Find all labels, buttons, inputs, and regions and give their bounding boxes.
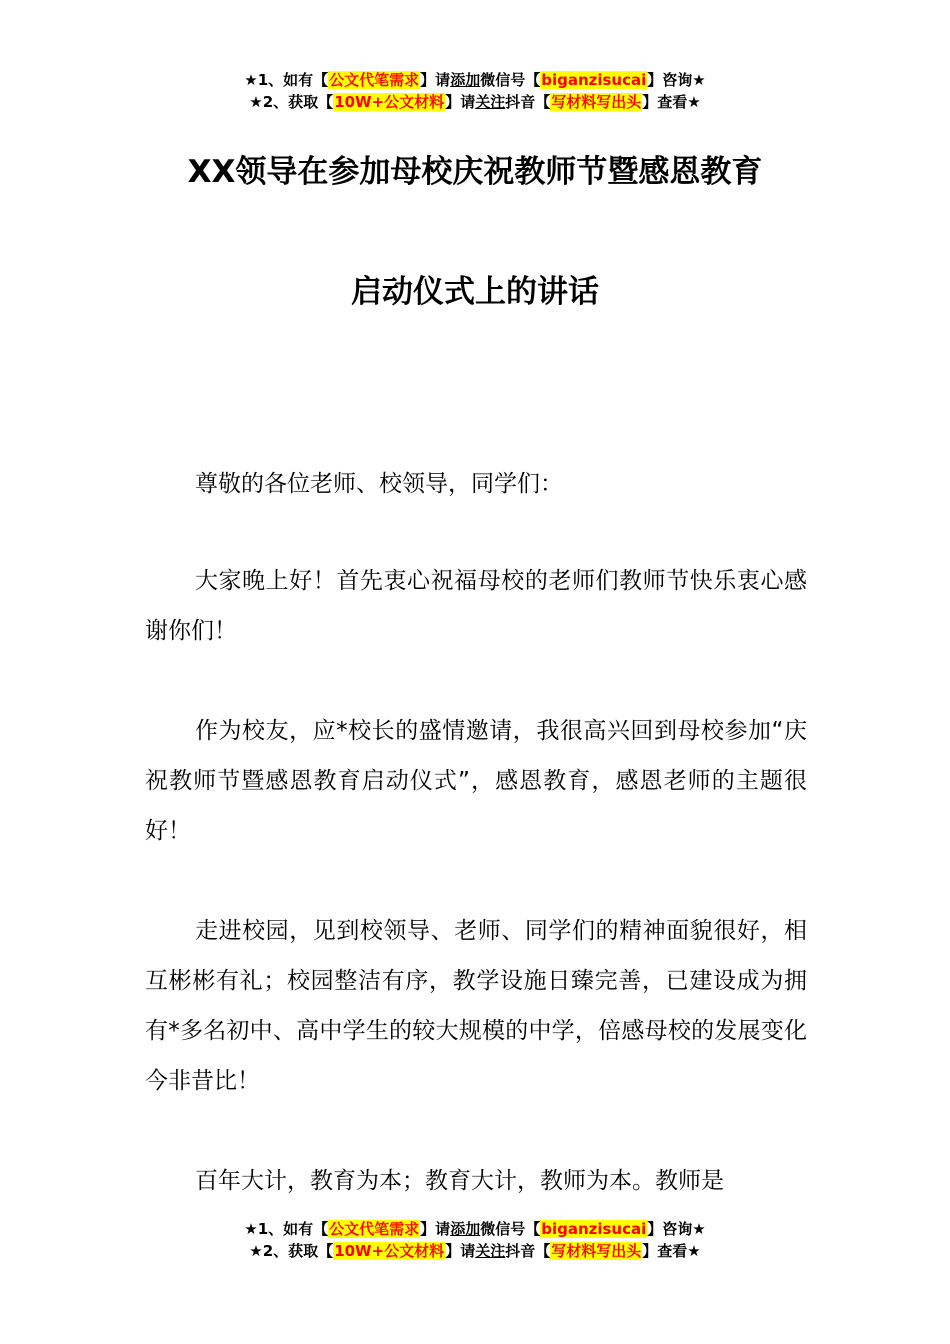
banner-text: 】查看★ [642,93,701,111]
banner-wechat-id: biganzisucai [541,1220,647,1238]
banner-wechat-id: biganzisucai [541,71,647,89]
footer-banner [0,1218,950,1262]
banner-line-1 [0,69,950,91]
banner-text: 】请 [445,93,476,111]
banner-text: 】请 [420,71,451,89]
banner-underlined: 关注 [475,1242,506,1260]
banner-text: 】查看★ [642,1242,701,1260]
banner-text: 】请 [420,1220,451,1238]
banner-text: ★1、如有【 [244,71,329,89]
body-paragraph-4 [145,1156,807,1206]
banner-douyin-id: 写材料写出头 [551,93,642,111]
banner-text: 微信号【 [480,71,541,89]
document-title-line-1: XX领导在参加母校庆祝教师节暨感恩教育 [187,154,763,190]
body-paragraph-1 [145,556,807,656]
banner-highlight: 公文代笔需求 [329,71,420,89]
banner-text: 抖音【 [505,93,551,111]
banner-text: 微信号【 [480,1220,541,1238]
banner-text: ★1、如有【 [244,1220,329,1238]
banner-highlight: 10W+公文材料 [334,1242,445,1260]
banner-douyin-id: 写材料写出头 [551,1242,642,1260]
document-title-line-2: 启动仪式上的讲话 [351,274,599,310]
banner-text: ★2、获取【 [249,1242,334,1260]
body-paragraph-3 [145,906,807,1106]
banner-line-2 [0,91,950,113]
paragraph: 大家晚上好！首先衷心祝福母校的老师们教师节快乐衷心感谢你们！ [145,568,807,644]
paragraph: 作为校友，应*校长的盛情邀请，我很高兴回到母校参加“庆祝教师节暨感恩教育启动仪式”，感恩教育，感恩老师的主题很好！ [145,718,807,844]
paragraph: 尊敬的各位老师、校领导，同学们： [195,471,563,497]
body-paragraph-2 [145,706,807,856]
banner-text: 】请 [445,1242,476,1260]
banner-underlined: 关注 [475,93,506,111]
banner-text: 抖音【 [505,1242,551,1260]
paragraph: 走进校园，见到校领导、老师、同学们的精神面貌很好，相互彬彬有礼；校园整洁有序，教学设施日臻完善，已建设成为拥有*多名初中、高中学生的较大规模的中学，倍感母校的发展变化今非昔比！ [145,918,807,1094]
banner-text: 】咨询★ [647,1220,706,1238]
paragraph: 百年大计，教育为本；教育大计，教师为本。教师是 [195,1168,724,1194]
salutation [145,459,807,509]
banner-text: ★2、获取【 [249,93,334,111]
banner-line-1 [0,1218,950,1240]
banner-underlined: 添加 [450,71,481,89]
banner-line-2 [0,1240,950,1262]
banner-text: 】咨询★ [647,71,706,89]
banner-highlight: 公文代笔需求 [329,1220,420,1238]
header-banner [0,69,950,113]
banner-highlight: 10W+公文材料 [334,93,445,111]
banner-underlined: 添加 [450,1220,481,1238]
